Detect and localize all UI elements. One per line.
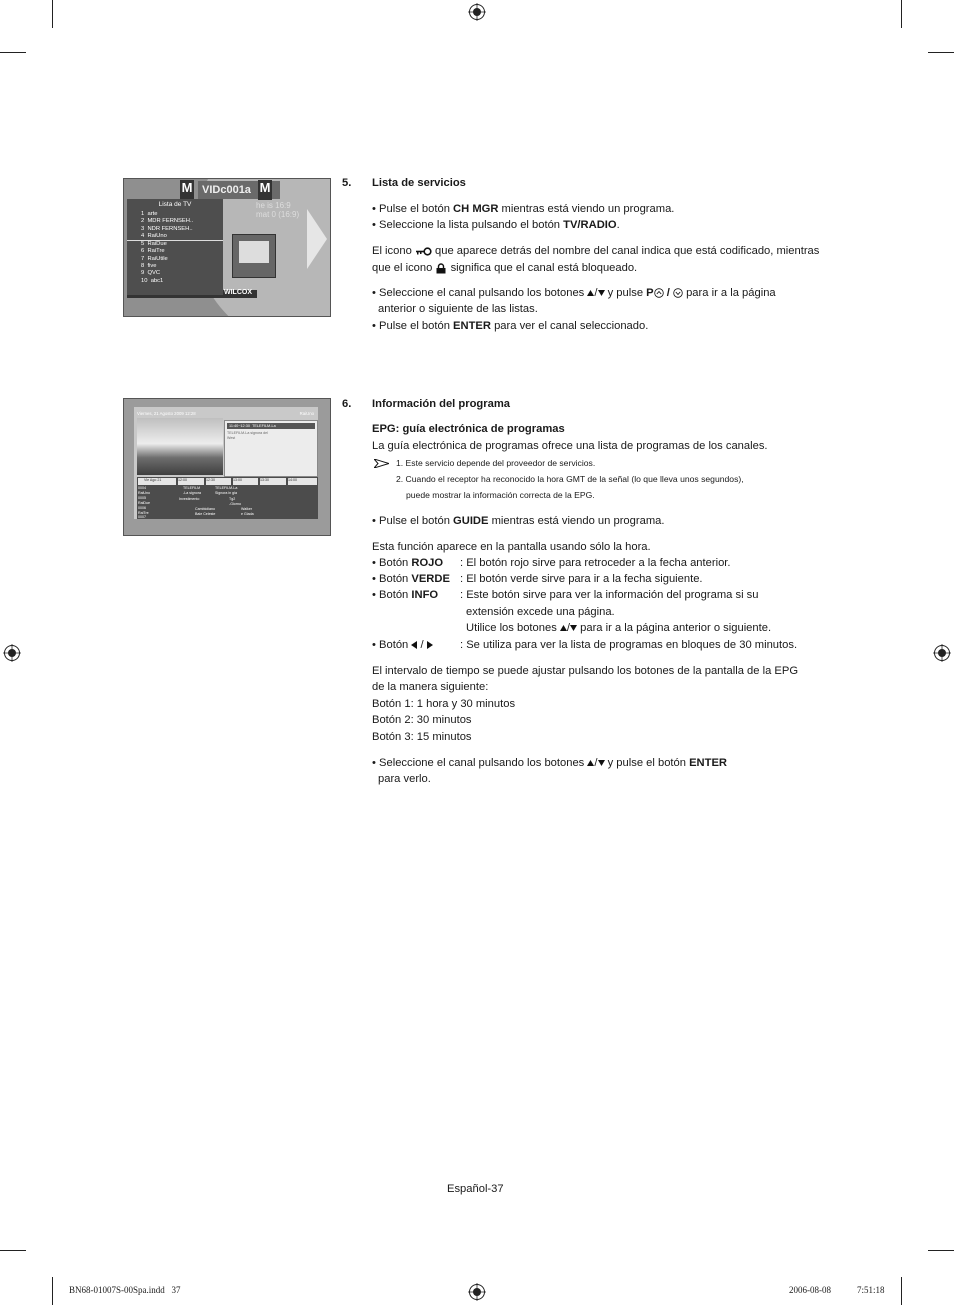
registration-mark-icon xyxy=(933,644,951,662)
arrow-down-icon xyxy=(598,760,605,766)
channel-up-icon xyxy=(654,288,664,298)
paragraph: La guía electrónica de programas ofrece una lista de programas de los canales. xyxy=(372,440,768,452)
channel-list-screenshot xyxy=(123,178,331,317)
page-number: Español-37 xyxy=(447,1183,504,1195)
arrow-down-icon xyxy=(570,625,577,631)
epg-program[interactable]: Tg2 -Giorno xyxy=(229,497,241,506)
paragraph: de la manera siguiente: xyxy=(372,681,489,693)
crop-mark xyxy=(901,1277,902,1305)
channel-row[interactable]: 1 arte xyxy=(141,211,158,217)
note-line: puede mostrar la información correcta de la EPG. xyxy=(406,490,595,500)
button-label: • Botón / xyxy=(372,637,433,653)
epg-channel[interactable]: 0005 RaiDue xyxy=(138,496,150,505)
section-number: 6. xyxy=(342,398,352,410)
print-time: 7:51:18 xyxy=(857,1285,885,1295)
channel-down-icon xyxy=(673,288,683,298)
time-cell: 12:00 xyxy=(178,478,204,485)
channel-row[interactable]: 6 RaiTre xyxy=(141,248,165,255)
paragraph: Botón 1: 1 hora y 30 minutos xyxy=(372,698,516,710)
instruction-line: • Seleccione el canal pulsando los botones / y pulse P / para ir a la página xyxy=(372,287,776,299)
section-subtitle: EPG: guía electrónica de programas xyxy=(372,423,565,435)
crop-mark xyxy=(0,1250,26,1251)
button-description: : El botón verde sirve para ir a la fecha siguiente. xyxy=(460,573,703,585)
tv-list-panel xyxy=(127,199,223,295)
channel-row[interactable]: 9 QVC xyxy=(141,270,161,277)
channel-row-selected[interactable]: 5 RaiDue xyxy=(127,240,223,248)
button-description: : Este botón sirve para ver la información del programa si su xyxy=(460,589,759,601)
instruction-line: • Seleccione la lista pulsando el botón TV/RADIO. xyxy=(372,219,620,231)
epg-channel[interactable]: 0004 RaiUno xyxy=(138,486,150,495)
arrow-left-icon xyxy=(411,641,417,649)
button-description: Utilice los botones / para ir a la página anterior o siguiente. xyxy=(466,622,772,634)
instruction-line: para verlo. xyxy=(378,773,431,785)
paragraph: Botón 3: 15 minutos xyxy=(372,731,472,743)
instruction-line: El icono que aparece detrás del nombre del canal indica que está codificado, mientras xyxy=(372,245,820,257)
section-title: Lista de servicios xyxy=(372,177,466,189)
print-date: 2006-08-08 xyxy=(789,1285,831,1295)
arrow-right-icon xyxy=(427,641,433,649)
lock-icon xyxy=(435,263,447,274)
registration-mark-icon xyxy=(468,1283,486,1301)
program-info-text: TELEFILM-La signora del West xyxy=(227,431,268,440)
crop-mark xyxy=(901,0,902,28)
section-title: Información del programa xyxy=(372,398,511,410)
time-cell: 13:00 xyxy=(233,478,258,485)
instruction-line: • Pulse el botón ENTER para ver el canal seleccionado. xyxy=(372,320,649,332)
channel-row[interactable]: 3 NDR FERNSEH.. xyxy=(141,225,193,232)
wilcox-label: WILCOX xyxy=(224,289,252,296)
arrow-down-icon xyxy=(598,290,605,296)
epg-program[interactable]: TELEFILM -La signora xyxy=(183,486,201,495)
registration-mark-icon xyxy=(3,644,21,662)
epg-screenshot xyxy=(123,398,331,536)
m-logo: M xyxy=(180,180,194,200)
button-label: • Botón VERDE xyxy=(372,573,450,585)
button-description: extensión excede una página. xyxy=(466,606,615,618)
arrow-up-icon xyxy=(560,625,567,631)
channel-row[interactable]: 7 RaiUtile xyxy=(141,255,168,262)
note-line: 2. Cuando el receptor ha reconocido la hora GMT de la señal (lo que lleva unos segundos), xyxy=(396,474,744,484)
program-info-panel xyxy=(224,420,318,477)
arrow-graphic xyxy=(307,209,327,269)
crop-mark xyxy=(52,0,53,28)
crop-mark xyxy=(0,52,26,53)
preview-image xyxy=(137,418,223,475)
key-icon xyxy=(415,247,432,256)
time-cell: 13:30 xyxy=(260,478,286,485)
note-icon xyxy=(374,459,389,468)
section-number: 5. xyxy=(342,177,352,189)
instruction-line: anterior o siguiente de las listas. xyxy=(378,303,538,315)
epg-channel[interactable]: 0006 RaiTre xyxy=(138,506,149,515)
epg-screen: Viernes, 21 Agosto 2009 12:28 RaiUno 11:40~12:30 TELEFILM-La TELEFILM-La signora del West Vie Ago 21 12:00 12:30 13:00 13:30 14:00 0004 RaiUno 0005 RaiDue 0006 RaiTre 0007 TELEFILM -La signora TELEFILM-La Signora in gia Investimento Tg2 -Giorno Cambioliano Baie Celeste Walker e Giada xyxy=(134,407,318,519)
ghost-text: he is 16:9 mat 0 (16:9) xyxy=(256,201,300,219)
crop-mark xyxy=(928,1250,954,1251)
epg-program[interactable]: Cambioliano Baie Celeste xyxy=(195,507,216,516)
channel-row[interactable]: 4 RaiUno xyxy=(141,232,167,239)
paragraph: El intervalo de tiempo se puede ajustar pulsando los botones de la pantalla de la EPG xyxy=(372,665,799,677)
channel-row[interactable]: 10 abc1 xyxy=(141,277,164,284)
instruction-line: • Pulse el botón CH MGR mientras está viendo un programa. xyxy=(372,203,675,215)
time-cell: 14:00 xyxy=(288,478,317,485)
instruction-line: • Seleccione el canal pulsando los botones / y pulse el botón ENTER xyxy=(372,757,728,769)
epg-grid xyxy=(137,477,318,519)
arrow-up-icon xyxy=(587,760,594,766)
tv-graphic xyxy=(232,234,276,278)
time-cell: 12:30 xyxy=(206,478,231,485)
crop-mark xyxy=(52,1277,53,1305)
paragraph: Esta función aparece en la pantalla usando sólo la hora. xyxy=(372,541,651,553)
instruction-line: • Pulse el botón GUIDE mientras está viendo un programa. xyxy=(372,515,665,527)
button-description: : El botón rojo sirve para retroceder a la fecha anterior. xyxy=(460,557,731,569)
tv-list-title: Lista de TV xyxy=(158,201,192,208)
paragraph: Botón 2: 30 minutos xyxy=(372,714,472,726)
epg-program[interactable]: TELEFILM-La Signora in gia xyxy=(215,486,238,495)
epg-program[interactable]: Walker e Giada xyxy=(241,507,254,516)
date-cell[interactable]: Vie Ago 21 xyxy=(138,478,176,485)
m-logo: M xyxy=(258,180,272,200)
file-name: BN68-01007S-00Spa.indd 37 xyxy=(69,1285,181,1295)
note-line: 1. Este servicio depende del proveedor de servicios. xyxy=(396,458,596,468)
button-label: • Botón ROJO xyxy=(372,557,444,569)
arrow-up-icon xyxy=(587,290,594,296)
button-description: : Se utiliza para ver la lista de programas en bloques de 30 minutos. xyxy=(460,639,798,651)
button-label: • Botón INFO xyxy=(372,589,439,601)
crop-mark xyxy=(928,52,954,53)
channel-row[interactable]: 8 five xyxy=(141,263,157,270)
screen-header: VIDc001a xyxy=(198,181,280,199)
epg-channel[interactable]: 0007 xyxy=(138,515,146,519)
instruction-line: que el icono significa que el canal está bloqueado. xyxy=(372,262,638,274)
epg-program[interactable]: Investimento xyxy=(179,497,200,501)
channel-row[interactable]: 2 MDR FERNSEH.. xyxy=(141,218,194,225)
program-info-header: 11:40~12:30 TELEFILM-La xyxy=(227,423,315,429)
registration-mark-icon xyxy=(468,3,486,21)
